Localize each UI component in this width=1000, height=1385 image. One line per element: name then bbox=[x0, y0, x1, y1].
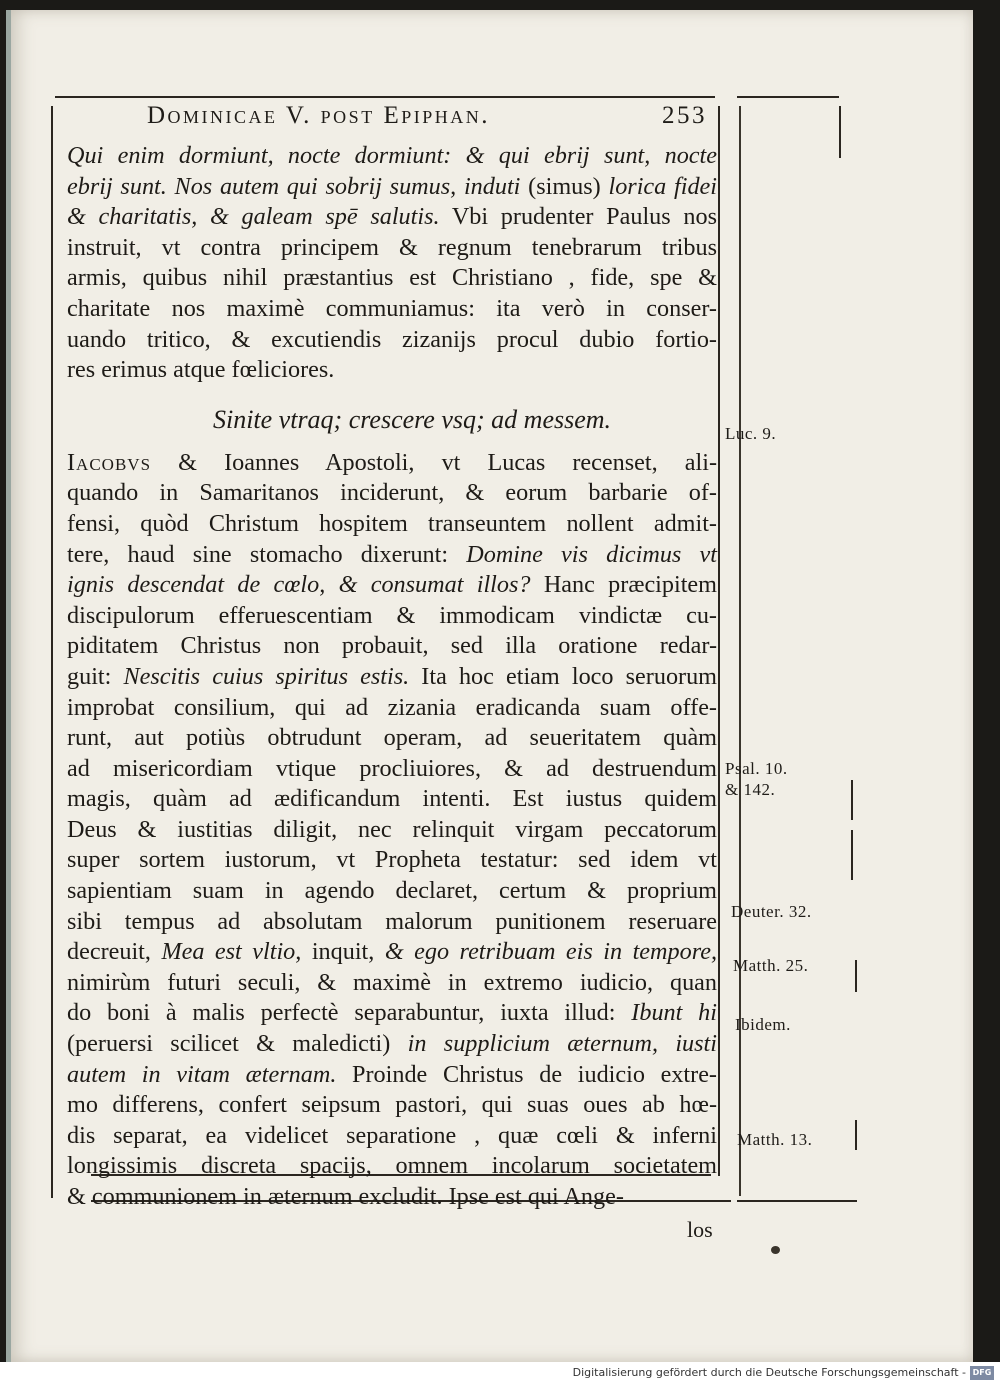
text-segment: Nescitis cuius spiritus estis. bbox=[123, 662, 410, 690]
text-line bbox=[67, 540, 717, 571]
text-segment: guit: bbox=[67, 662, 124, 690]
text-segment: sibi tempus ad absolutam malorum punitionem reseruare bbox=[67, 907, 717, 935]
text-line bbox=[67, 355, 717, 386]
running-header bbox=[147, 102, 707, 136]
text-line bbox=[67, 1151, 717, 1182]
text-line bbox=[67, 876, 717, 907]
text-line bbox=[67, 754, 717, 785]
text-segment: Proinde Christus de iudicio extre- bbox=[336, 1060, 717, 1088]
text-segment: dis separat, ea videlicet separatione , quæ cœli & inferni bbox=[67, 1121, 717, 1149]
marginal-note: Ibidem. bbox=[735, 1015, 791, 1034]
text-segment: Ibunt hi bbox=[631, 999, 717, 1027]
main-text-column bbox=[67, 141, 717, 1243]
text-segment: Ita hoc etiam loco seruorum bbox=[409, 662, 717, 690]
text-line bbox=[67, 1182, 717, 1213]
text-segment: piditatem Christus non probauit, sed illa oratione redar- bbox=[67, 632, 717, 660]
right-frame-rule bbox=[718, 106, 720, 1176]
catchword-row bbox=[67, 1213, 717, 1243]
text-segment: lorica fidei bbox=[608, 172, 718, 200]
margin-tick bbox=[851, 830, 853, 880]
text-segment: Mea est vltio, bbox=[161, 938, 302, 966]
text-segment: longissimis discreta spacijs, omnem incolarum societatem bbox=[67, 1152, 717, 1180]
text-segment: ad misericordiam vtique procliuiores, & ad destruendum bbox=[67, 754, 717, 782]
section-subheading: Sinite vtraq; crescere vsq; ad messem. bbox=[212, 404, 612, 434]
text-segment: Iacobvs bbox=[67, 448, 152, 476]
marginal-note: Deuter. 32. bbox=[731, 902, 812, 921]
text-line bbox=[67, 968, 717, 999]
text-line bbox=[67, 631, 717, 662]
marginal-note: Luc. 9. bbox=[725, 424, 777, 443]
text-line bbox=[67, 693, 717, 724]
text-line bbox=[67, 601, 717, 632]
margin-tick bbox=[855, 1120, 857, 1150]
page-number: 253 bbox=[662, 102, 707, 129]
text-segment: improbat consilium, qui ad zizania eradicanda suam offe- bbox=[67, 693, 717, 721]
text-segment: Hanc præcipitem bbox=[530, 571, 717, 599]
text-line bbox=[67, 233, 717, 264]
dfg-logo: DFG bbox=[970, 1366, 994, 1380]
text-line bbox=[67, 509, 717, 540]
text-segment: fensi, quòd Christum hospitem transeuntem nollent admit- bbox=[67, 509, 717, 537]
text-segment: & Ioannes Apostoli, vt Lucas recenset, ali- bbox=[151, 448, 717, 476]
marginal-note: Matth. 13. bbox=[737, 1130, 813, 1149]
text-segment: decreuit, bbox=[67, 938, 162, 966]
text-line bbox=[67, 815, 717, 846]
text-line bbox=[67, 570, 717, 601]
catchword: los bbox=[687, 1216, 713, 1242]
text-segment: Domine vis dicimus vt bbox=[466, 540, 717, 568]
text-line bbox=[67, 937, 717, 968]
text-segment: do boni à malis perfectè separabuntur, iuxta illud: bbox=[67, 999, 632, 1027]
text-segment: ignis descendat de cœlo, & consumat illos? bbox=[67, 571, 531, 599]
text-segment: Deus & iustitias diligit, nec relinquit virgam peccatorum bbox=[67, 815, 717, 843]
text-segment: inquit, bbox=[301, 938, 385, 966]
text-segment: res erimus atque fœliciores. bbox=[67, 356, 335, 384]
text-segment: in supplicium æternum, iusti bbox=[407, 1030, 717, 1058]
text-segment: super sortem iustorum, vt Propheta testatur: sed idem vt bbox=[67, 846, 717, 874]
text-segment: (simus) bbox=[520, 172, 609, 200]
text-line bbox=[67, 1029, 717, 1060]
text-block-after bbox=[67, 448, 717, 1213]
text-segment: nimirùm futuri seculi, & maximè in extremo iudicio, quan bbox=[67, 968, 717, 996]
text-line bbox=[67, 784, 717, 815]
text-segment: charitate nos maximè communiamus: ita verò in conser- bbox=[67, 294, 717, 322]
running-title: Dominicae V. post Epiphan. bbox=[147, 102, 490, 129]
text-line bbox=[67, 448, 717, 479]
margin-tick bbox=[855, 960, 857, 992]
text-line bbox=[67, 907, 717, 938]
ink-blot bbox=[771, 1246, 780, 1254]
text-segment: instruit, vt contra principem & regnum tenebrarum tribus bbox=[67, 233, 717, 261]
text-segment: Qui enim dormiunt, nocte dormiunt: & qui ebrij sunt, nocte bbox=[67, 142, 717, 169]
text-segment: & communionem in æternum excludit. Ipse est qui Ange- bbox=[67, 1183, 624, 1210]
digitization-footer bbox=[0, 1362, 1000, 1385]
marginal-note: & 142. bbox=[725, 780, 776, 799]
text-line bbox=[67, 141, 717, 172]
text-line bbox=[67, 723, 717, 754]
text-line bbox=[67, 172, 717, 203]
text-segment: quando in Samaritanos inciderunt, & eorum barbarie of- bbox=[67, 479, 717, 507]
top-rule-margin bbox=[737, 96, 839, 98]
text-line bbox=[67, 478, 717, 509]
text-segment: runt, aut potiùs obtrudunt operam, ad seueritatem quàm bbox=[67, 724, 717, 752]
top-rule bbox=[55, 96, 715, 98]
text-segment: magis, quàm ad ædificandum intenti. Est iustus quidem bbox=[67, 785, 717, 813]
text-line bbox=[67, 845, 717, 876]
text-line bbox=[67, 325, 717, 356]
text-segment: tere, haud sine stomacho dixerunt: bbox=[67, 540, 467, 568]
footer-credit: Digitalisierung gefördert durch die Deutsche Forschungsgemeinschaft - bbox=[572, 1366, 966, 1379]
bottom-rule-margin bbox=[737, 1200, 857, 1202]
text-segment: autem in vitam æternam. bbox=[67, 1060, 337, 1088]
text-segment: armis, quibus nihil præstantius est Christiano , fide, spe & bbox=[67, 264, 717, 292]
text-segment: & charitatis, & galeam spē salutis. bbox=[67, 203, 440, 231]
book-page bbox=[6, 10, 973, 1362]
text-segment: & ego retribuam eis in tempore, bbox=[384, 938, 717, 966]
text-segment: ebrij sunt. Nos autem qui sobrij sumus, induti bbox=[67, 172, 521, 200]
text-line bbox=[67, 263, 717, 294]
text-line bbox=[67, 202, 717, 233]
text-line bbox=[67, 1090, 717, 1121]
text-segment: (peruersi scilicet & maledicti) bbox=[67, 1030, 408, 1058]
text-segment: discipulorum efferuescentiam & immodicam vindictæ cu- bbox=[67, 601, 717, 629]
text-segment: uando tritico, & excutiendis zizanijs procul dubio fortio- bbox=[67, 325, 717, 353]
marginal-note: Psal. 10. bbox=[725, 759, 788, 778]
text-line bbox=[67, 294, 717, 325]
text-segment: Vbi prudenter Paulus nos bbox=[439, 203, 717, 231]
text-segment: mo differens, confert seipsum pastori, qui suas oues ab hœ- bbox=[67, 1091, 717, 1119]
marginal-note: Matth. 25. bbox=[733, 956, 809, 975]
text-line bbox=[67, 662, 717, 693]
text-line bbox=[67, 1121, 717, 1152]
text-segment: sapientiam suam in agendo declaret, certum & proprium bbox=[67, 877, 717, 905]
left-frame-rule bbox=[51, 106, 53, 1198]
margin-tick bbox=[851, 780, 853, 820]
margin-tick bbox=[839, 106, 841, 158]
text-line bbox=[67, 1060, 717, 1091]
text-line bbox=[67, 998, 717, 1029]
text-block-before bbox=[67, 141, 717, 386]
